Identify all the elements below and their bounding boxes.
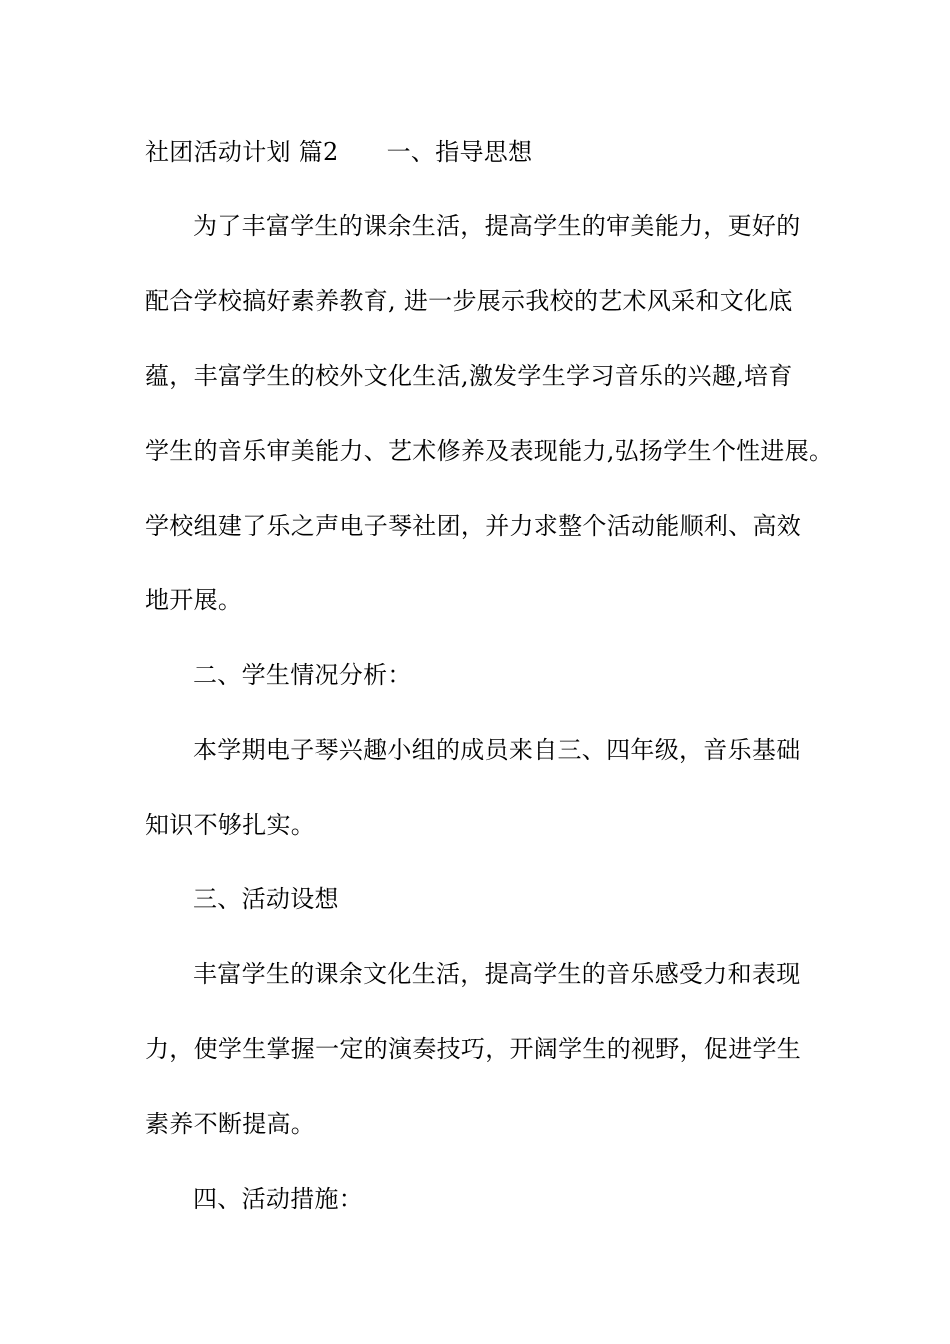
section-heading-1: 一、指导思想 — [386, 138, 533, 166]
document-title: 社团活动计划 篇2 — [145, 138, 339, 166]
paragraph-2-line-1: 本学期电子琴兴趣小组的成员来自三、四年级，音乐基础 — [193, 736, 801, 764]
section-heading-3: 三、活动设想 — [193, 885, 339, 913]
paragraph-1-line-4: 学生的音乐审美能力、艺术修养及表现能力,弘扬学生个性进展。 — [145, 437, 834, 465]
paragraph-3-line-3: 素养不断提高。 — [145, 1110, 316, 1138]
section-heading-4: 四、活动措施： — [193, 1185, 364, 1213]
title-line — [145, 137, 532, 167]
paragraph-1-line-2: 配合学校搞好素养教育, 进一步展示我校的艺术风采和文化底 — [145, 287, 793, 315]
paragraph-1-line-5: 学校组建了乐之声电子琴社团，并力求整个活动能顺利、高效 — [145, 512, 802, 540]
paragraph-1-line-3: 蕴，丰富学生的校外文化生活,激发学生学习音乐的兴趣,培育 — [145, 362, 793, 390]
section-heading-2: 二、学生情况分析： — [193, 661, 412, 689]
paragraph-3-line-2: 力，使学生掌握一定的演奏技巧，开阔学生的视野，促进学生 — [145, 1035, 802, 1063]
paragraph-1-line-1: 为了丰富学生的课余生活，提高学生的审美能力，更好的 — [193, 212, 801, 240]
paragraph-1-line-6: 地开展。 — [145, 586, 243, 614]
paragraph-3-line-1: 丰富学生的课余文化生活，提高学生的音乐感受力和表现 — [193, 960, 801, 988]
paragraph-2-line-2: 知识不够扎实。 — [145, 811, 316, 839]
